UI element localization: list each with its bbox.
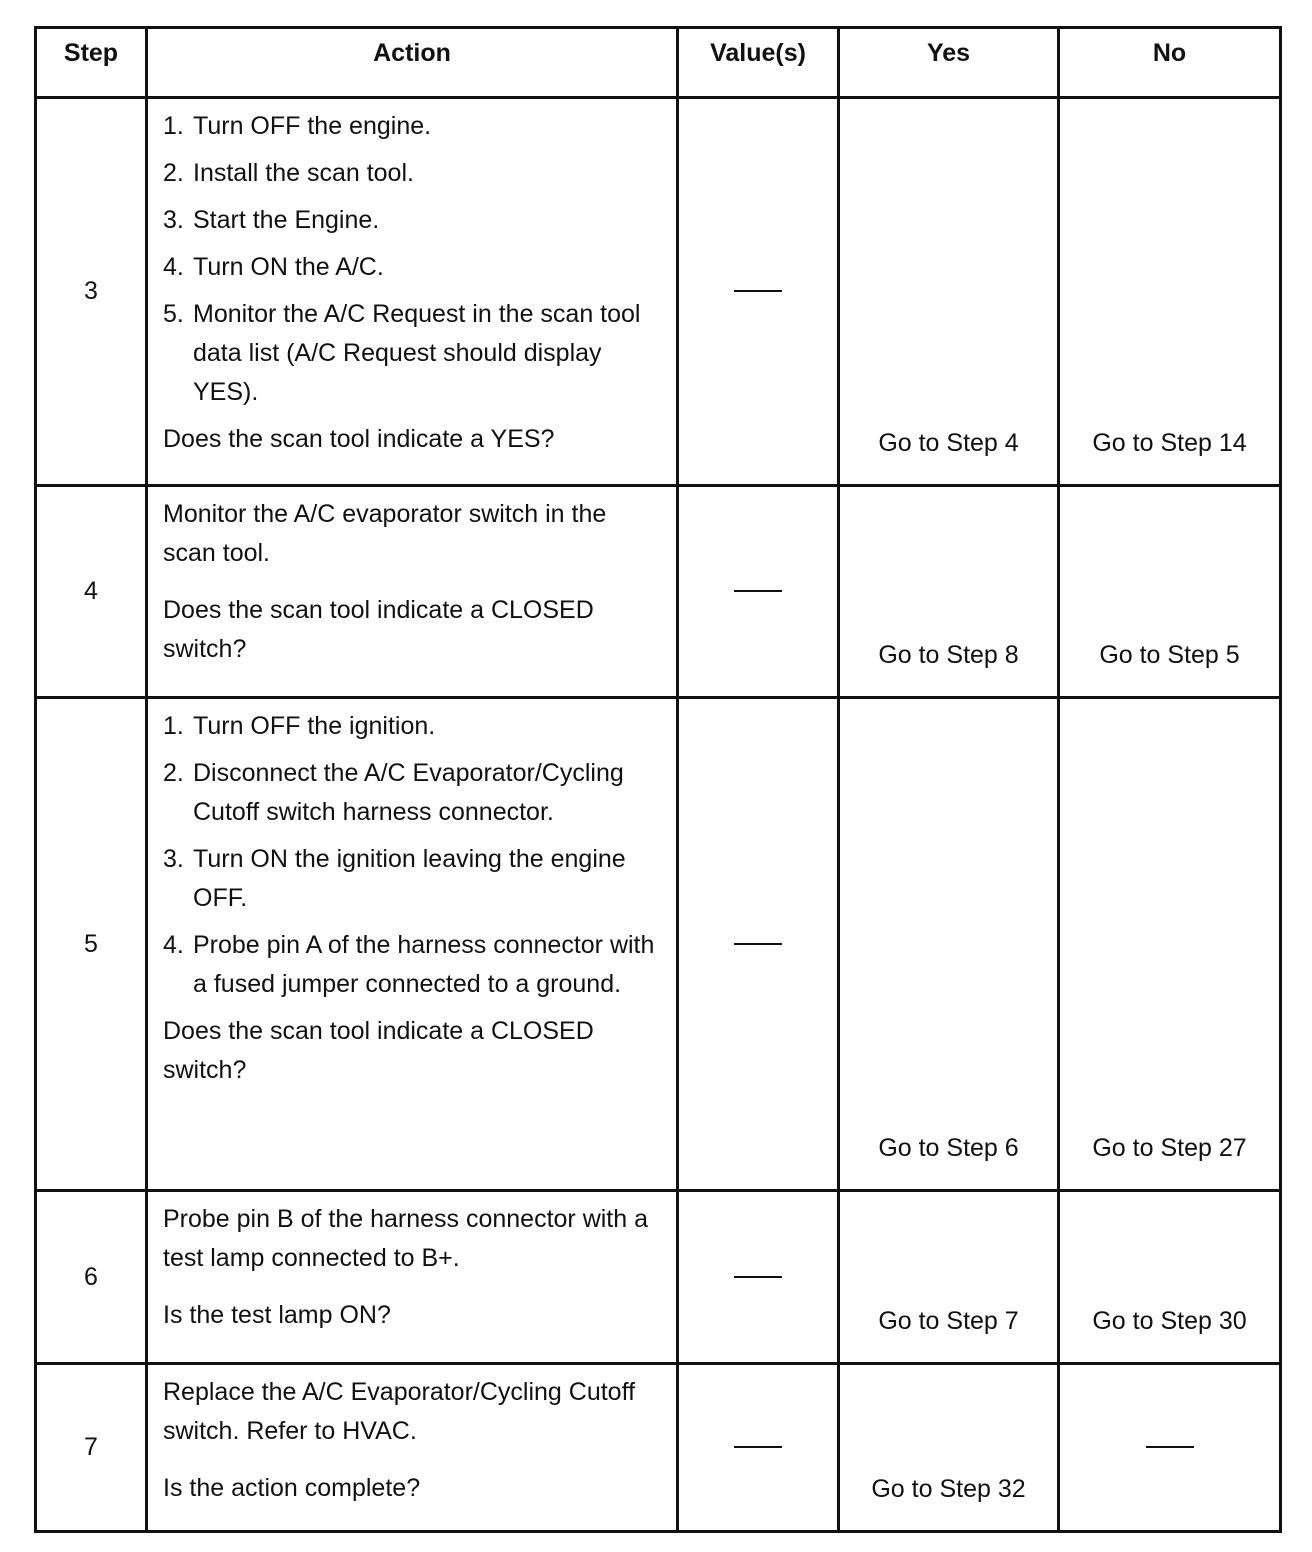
action-question: Does the scan tool indicate a CLOSED switch? [163, 596, 594, 663]
action-cell [147, 486, 678, 698]
step-number: 5 [36, 698, 147, 1191]
item-number: 4. [163, 931, 184, 959]
action-item [163, 154, 666, 193]
action-cell [147, 98, 678, 486]
step-number: 3 [36, 98, 147, 486]
value-cell [678, 1364, 839, 1532]
header-row [36, 28, 1281, 98]
table-row [36, 1364, 1281, 1532]
action-cell [147, 1191, 678, 1364]
table-row [36, 698, 1281, 1191]
value-dash [734, 1446, 782, 1448]
action-question: Does the scan tool indicate a CLOSED switch? [163, 1017, 594, 1084]
action-item [163, 107, 666, 146]
yes-cell: Go to Step 7 [839, 1191, 1059, 1364]
table-row [36, 1191, 1281, 1364]
action-text: Replace the A/C Evaporator/Cycling Cutoff switch. Refer to HVAC. [163, 1378, 636, 1445]
item-number: 3. [163, 845, 184, 873]
no-cell: Go to Step 14 [1059, 98, 1281, 486]
value-cell [678, 98, 839, 486]
item-number: 2. [163, 159, 184, 187]
item-number: 4. [163, 253, 184, 281]
action-text: Monitor the A/C evaporator switch in the scan tool. [163, 500, 607, 567]
action-item [163, 926, 666, 1004]
action-item [163, 840, 666, 918]
item-number: 1. [163, 112, 184, 140]
item-text: Turn ON the A/C. [193, 253, 384, 281]
yes-cell: Go to Step 4 [839, 98, 1059, 486]
item-text: Turn OFF the engine. [193, 112, 432, 140]
value-cell [678, 698, 839, 1191]
header-no: No [1059, 28, 1281, 98]
action-item [163, 248, 666, 287]
header-action: Action [147, 28, 678, 98]
step-number: 7 [36, 1364, 147, 1532]
action-item [163, 754, 666, 832]
item-text: Install the scan tool. [193, 159, 414, 187]
item-text: Turn ON the ignition leaving the engine OFF. [193, 845, 626, 912]
no-cell: Go to Step 27 [1059, 698, 1281, 1191]
header-yes: Yes [839, 28, 1059, 98]
value-dash [734, 290, 782, 292]
step-number: 6 [36, 1191, 147, 1364]
action-cell [147, 698, 678, 1191]
diagnostic-table [34, 26, 1282, 1533]
action-text: Probe pin B of the harness connector with a test lamp connected to B+. [163, 1205, 649, 1272]
yes-cell: Go to Step 8 [839, 486, 1059, 698]
no-cell: Go to Step 5 [1059, 486, 1281, 698]
item-text: Monitor the A/C Request in the scan tool data list (A/C Request should display YES). [193, 300, 641, 406]
table-row [36, 98, 1281, 486]
no-dash [1146, 1446, 1194, 1448]
action-item [163, 295, 666, 412]
item-text: Turn OFF the ignition. [193, 712, 436, 740]
yes-cell: Go to Step 6 [839, 698, 1059, 1191]
value-dash [734, 943, 782, 945]
action-cell [147, 1364, 678, 1532]
header-values: Value(s) [678, 28, 839, 98]
value-cell [678, 1191, 839, 1364]
value-cell [678, 486, 839, 698]
action-question: Is the action complete? [163, 1474, 421, 1502]
item-text: Disconnect the A/C Evaporator/Cycling Cutoff switch harness connector. [193, 759, 624, 826]
item-number: 1. [163, 712, 184, 740]
yes-cell: Go to Step 32 [839, 1364, 1059, 1532]
header-step: Step [36, 28, 147, 98]
no-cell: Go to Step 30 [1059, 1191, 1281, 1364]
no-cell [1059, 1364, 1281, 1532]
value-dash [734, 590, 782, 592]
table-row [36, 486, 1281, 698]
item-text: Probe pin A of the harness connector with a fused jumper connected to a ground. [193, 931, 655, 998]
item-text: Start the Engine. [193, 206, 380, 234]
action-question: Does the scan tool indicate a YES? [163, 425, 555, 453]
item-number: 2. [163, 759, 184, 787]
action-item [163, 201, 666, 240]
action-question: Is the test lamp ON? [163, 1301, 391, 1329]
item-number: 5. [163, 300, 184, 328]
step-number: 4 [36, 486, 147, 698]
value-dash [734, 1276, 782, 1278]
item-number: 3. [163, 206, 184, 234]
action-item [163, 707, 666, 746]
